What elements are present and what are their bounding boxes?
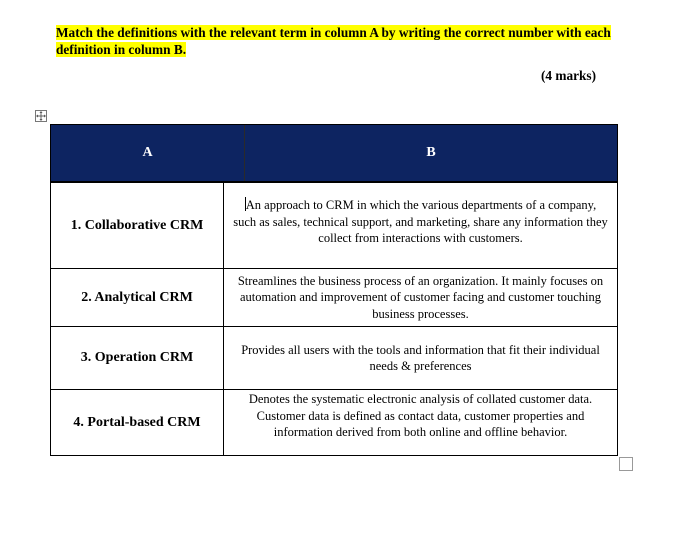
term-text: 3. Operation CRM xyxy=(80,350,194,365)
move-arrows-icon xyxy=(36,111,46,121)
definition-cell[interactable] xyxy=(223,268,618,327)
term-text: 1. Collaborative CRM xyxy=(70,217,204,233)
definition-cell[interactable] xyxy=(223,326,618,390)
column-b-header: B xyxy=(426,145,436,160)
question-instruction xyxy=(56,24,616,58)
table-header-row xyxy=(50,124,618,182)
term-text: 4. Portal-based CRM xyxy=(73,414,201,430)
table-row xyxy=(50,389,618,456)
table-resize-handle-icon[interactable] xyxy=(619,457,633,471)
definition-text: Provides all users with the tools and information that fit their individual needs & preferences xyxy=(241,342,600,373)
term-cell[interactable] xyxy=(50,389,224,456)
column-a-header: A xyxy=(51,125,245,181)
table-row xyxy=(50,268,618,327)
term-text: 2. Analytical CRM xyxy=(81,289,193,305)
definition-text: Denotes the systematic electronic analysis of collated customer data. Customer data is defined as contact data, customer properties and information derived from both online and offline behavior. xyxy=(248,392,593,439)
definition-cell[interactable] xyxy=(223,182,618,269)
definition-text: Streamlines the business process of an organization. It mainly focuses on automation and improvement of customer facing and customer touching business processes. xyxy=(237,273,604,321)
table-row xyxy=(50,326,618,390)
term-cell[interactable] xyxy=(50,182,224,269)
table-move-handle-icon[interactable] xyxy=(35,110,47,122)
marks-label: (4 marks) xyxy=(540,68,596,83)
definition-cell[interactable] xyxy=(223,389,618,456)
term-cell[interactable] xyxy=(50,326,224,390)
table-row xyxy=(50,182,618,269)
definition-text: An approach to CRM in which the various departments of a company, such as sales, technical support, and marketing, share any information they collect from interactions with customers. xyxy=(233,198,608,245)
highlighted-instruction-text: Match the definitions with the relevant term in column A by writing the correct number with each definition in column B. xyxy=(56,25,611,57)
term-cell[interactable] xyxy=(50,268,224,327)
